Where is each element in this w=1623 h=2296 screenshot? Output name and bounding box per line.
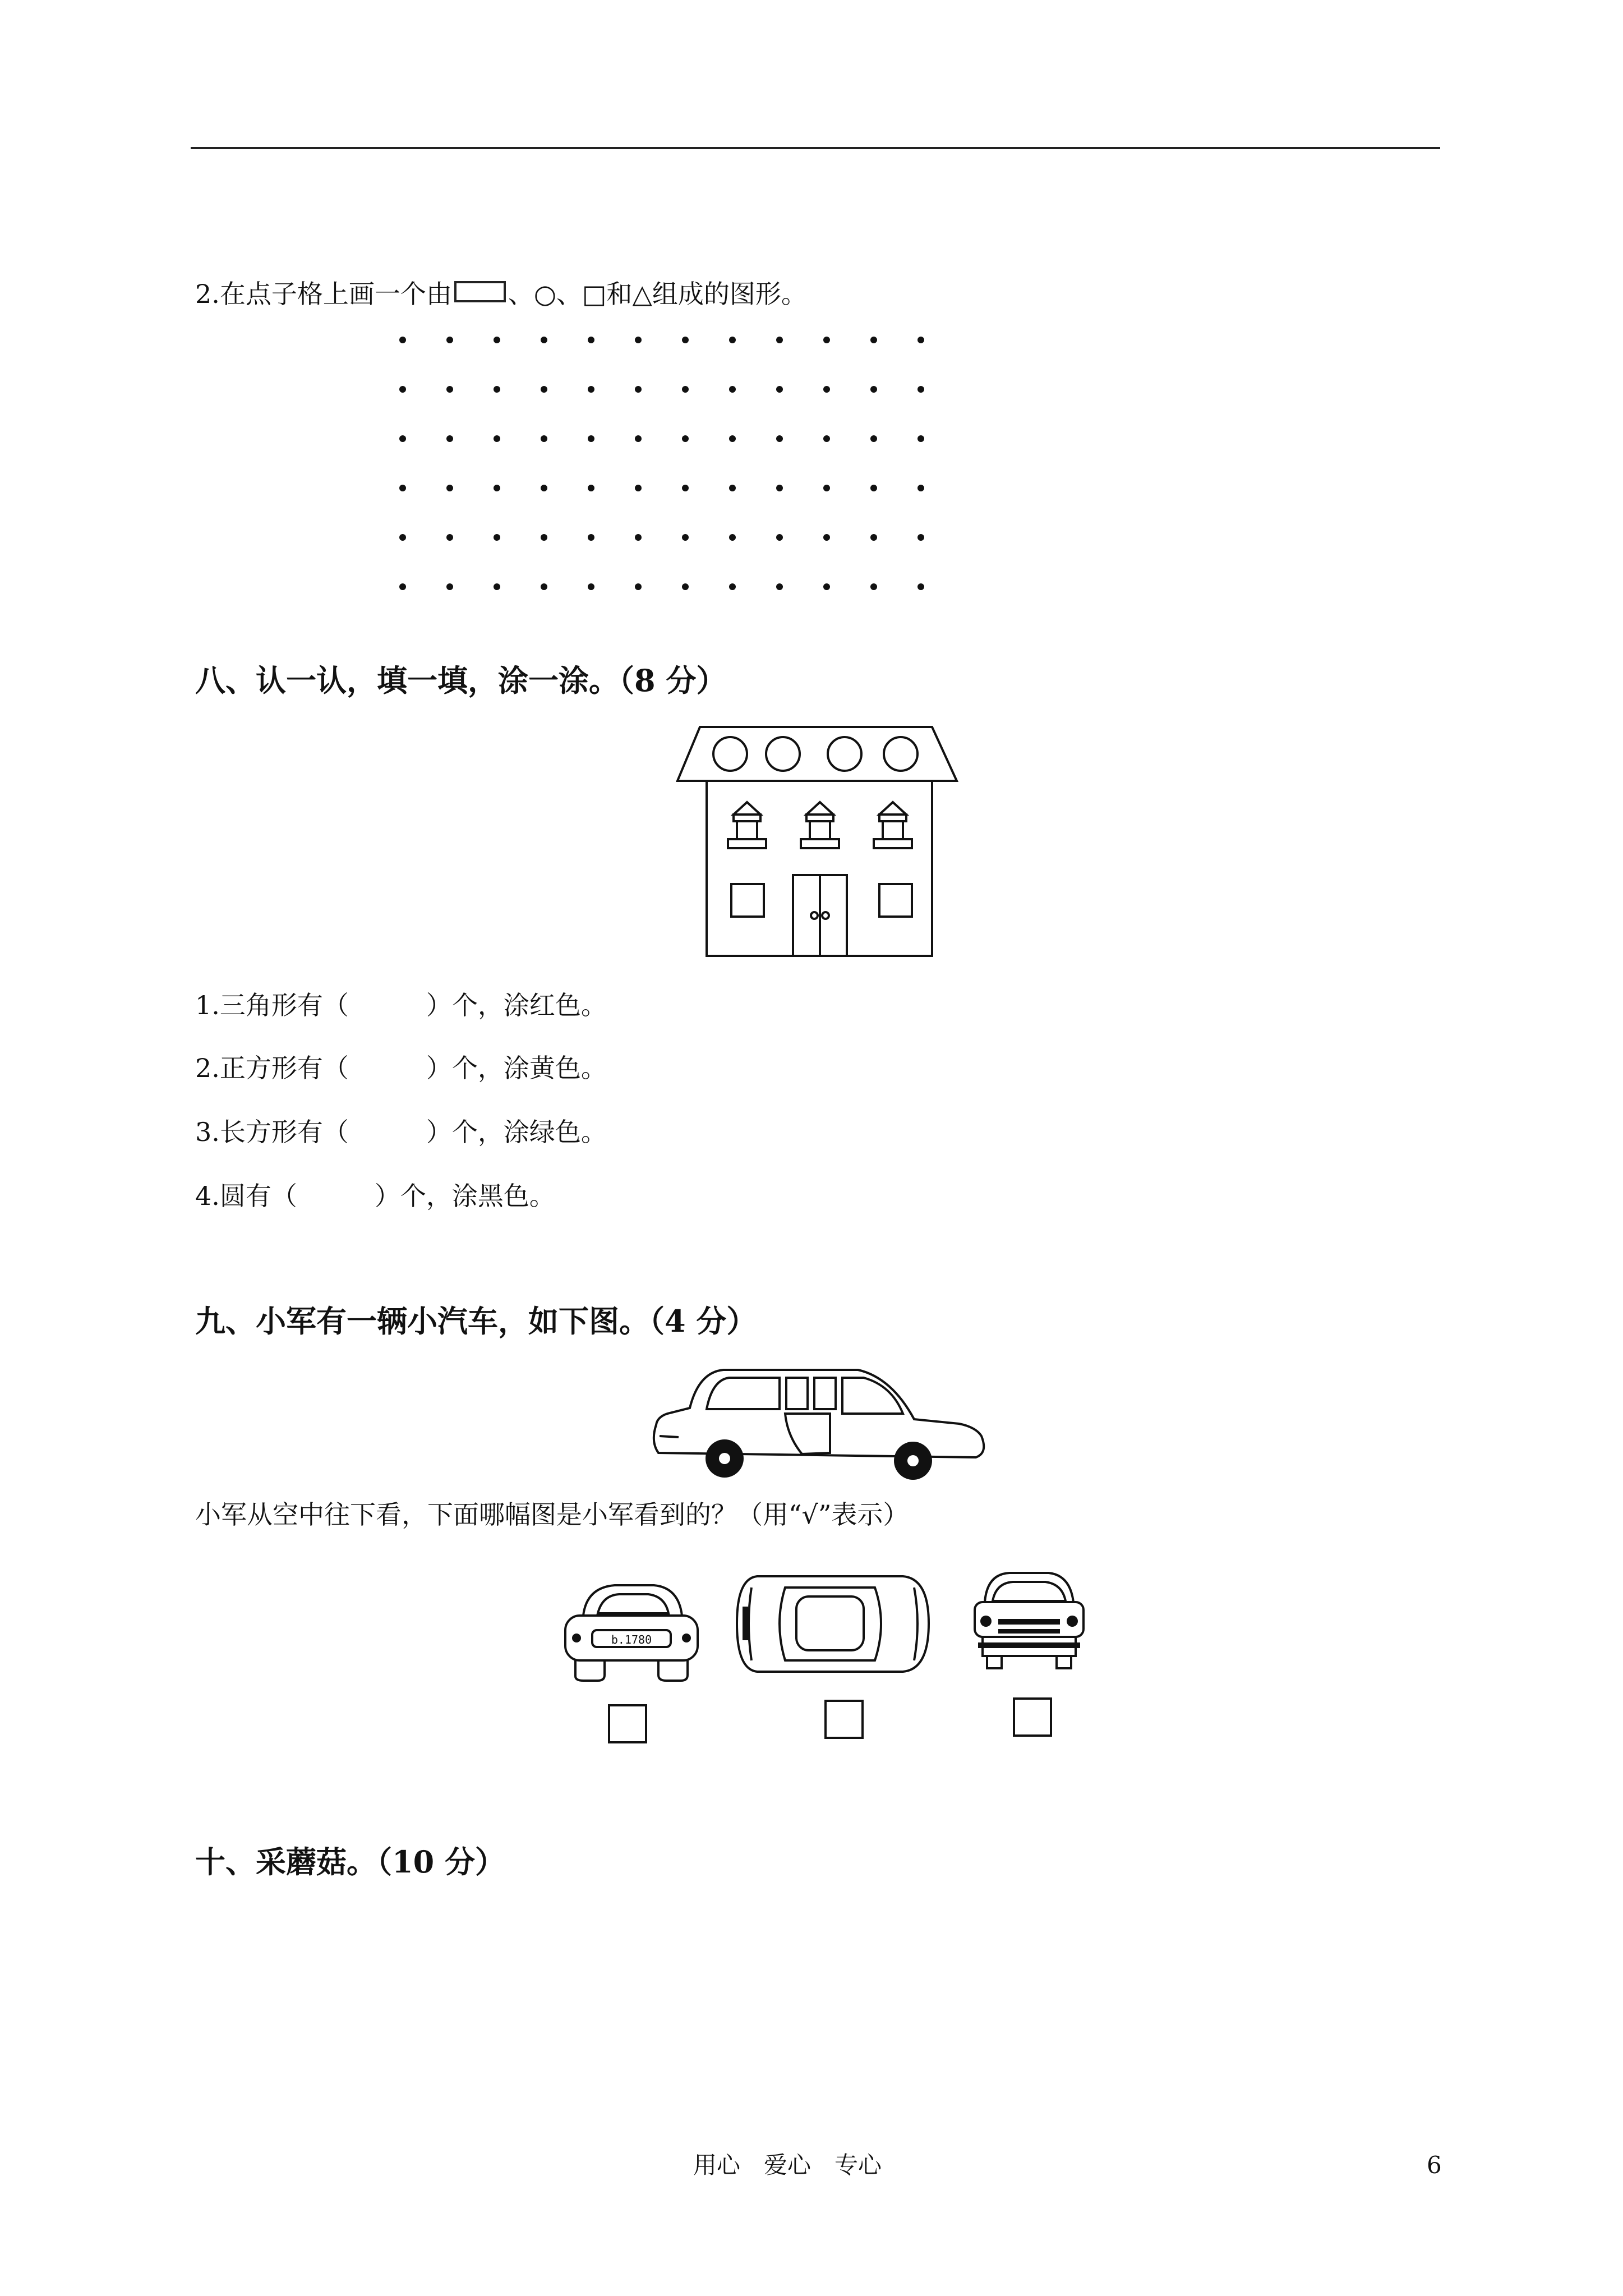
section-10-title: 十、采蘑菇。（10 分） bbox=[195, 1844, 505, 1880]
car-side-view bbox=[645, 1358, 993, 1492]
lower-window-left bbox=[731, 884, 764, 917]
grid-dot[interactable] bbox=[870, 435, 877, 442]
grid-dot[interactable] bbox=[870, 337, 877, 343]
grid-dot[interactable] bbox=[494, 386, 500, 393]
page-number: 6 bbox=[1427, 2151, 1442, 2179]
house-roof bbox=[677, 727, 957, 781]
grid-dot[interactable] bbox=[729, 337, 736, 343]
car-rear-view-option bbox=[559, 1576, 704, 1683]
grid-dot[interactable] bbox=[494, 583, 500, 590]
grid-dot[interactable] bbox=[541, 386, 547, 393]
grid-dot[interactable] bbox=[446, 337, 453, 343]
grid-dot[interactable] bbox=[917, 435, 924, 442]
car-top-view-option bbox=[735, 1571, 931, 1677]
grid-dot[interactable] bbox=[541, 583, 547, 590]
grid-dot[interactable] bbox=[541, 337, 547, 343]
grid-dot[interactable] bbox=[588, 337, 594, 343]
grid-dot[interactable] bbox=[588, 435, 594, 442]
grid-dot[interactable] bbox=[635, 583, 642, 590]
q7-2-text-after: 、○、□和△组成的图形。 bbox=[508, 279, 807, 309]
grid-dot[interactable] bbox=[399, 534, 406, 541]
answer-box-rear-view[interactable] bbox=[608, 1704, 647, 1743]
footer-motto: 用心 爱心 专心 bbox=[693, 2151, 882, 2179]
grid-dot[interactable] bbox=[729, 435, 736, 442]
grid-dot[interactable] bbox=[823, 386, 830, 393]
grid-dot[interactable] bbox=[870, 485, 877, 491]
grid-dot[interactable] bbox=[823, 485, 830, 491]
grid-dot[interactable] bbox=[494, 337, 500, 343]
grid-dot[interactable] bbox=[635, 485, 642, 491]
grid-dot[interactable] bbox=[870, 534, 877, 541]
q8-item-4: 4.圆有（ ）个，涂黑色。 bbox=[195, 1181, 555, 1211]
upper-window-1 bbox=[728, 802, 766, 848]
grid-dot[interactable] bbox=[729, 583, 736, 590]
grid-dot[interactable] bbox=[823, 534, 830, 541]
grid-dot[interactable] bbox=[776, 386, 783, 393]
roof-circle-1 bbox=[713, 737, 747, 771]
grid-dot[interactable] bbox=[588, 386, 594, 393]
answer-box-front-view[interactable] bbox=[1013, 1697, 1052, 1737]
grid-dot[interactable] bbox=[729, 485, 736, 491]
section-9-title: 九、小军有一辆小汽车，如下图。（4 分） bbox=[195, 1303, 757, 1339]
grid-dot[interactable] bbox=[446, 583, 453, 590]
car-front-view-option bbox=[970, 1568, 1088, 1675]
grid-dot[interactable] bbox=[494, 435, 500, 442]
grid-dot[interactable] bbox=[541, 534, 547, 541]
grid-dot[interactable] bbox=[776, 337, 783, 343]
q8-item-1: 1.三角形有（ ）个，涂红色。 bbox=[195, 990, 607, 1020]
grid-dot[interactable] bbox=[823, 435, 830, 442]
grid-dot[interactable] bbox=[494, 534, 500, 541]
grid-dot[interactable] bbox=[776, 583, 783, 590]
grid-dot[interactable] bbox=[635, 435, 642, 442]
grid-dot[interactable] bbox=[682, 534, 689, 541]
grid-dot[interactable] bbox=[682, 583, 689, 590]
grid-dot[interactable] bbox=[446, 435, 453, 442]
grid-dot[interactable] bbox=[823, 337, 830, 343]
grid-dot[interactable] bbox=[446, 386, 453, 393]
grid-dot[interactable] bbox=[682, 485, 689, 491]
grid-dot[interactable] bbox=[776, 485, 783, 491]
q8-item-3: 3.长方形有（ ）个，涂绿色。 bbox=[195, 1117, 607, 1147]
grid-dot[interactable] bbox=[917, 337, 924, 343]
grid-dot[interactable] bbox=[541, 435, 547, 442]
grid-dot[interactable] bbox=[399, 583, 406, 590]
grid-dot[interactable] bbox=[635, 386, 642, 393]
roof-circle-2 bbox=[766, 737, 800, 771]
grid-dot[interactable] bbox=[446, 485, 453, 491]
grid-dot[interactable] bbox=[446, 534, 453, 541]
roof-circle-3 bbox=[828, 737, 861, 771]
grid-dot[interactable] bbox=[823, 583, 830, 590]
grid-dot[interactable] bbox=[776, 435, 783, 442]
lower-window-right bbox=[879, 884, 912, 917]
grid-dot[interactable] bbox=[399, 337, 406, 343]
grid-dot[interactable] bbox=[588, 485, 594, 491]
grid-dot[interactable] bbox=[399, 435, 406, 442]
roof-circle-4 bbox=[884, 737, 917, 771]
grid-dot[interactable] bbox=[588, 534, 594, 541]
license-plate: b.1780 bbox=[611, 1633, 652, 1646]
grid-dot[interactable] bbox=[635, 534, 642, 541]
q8-item-2: 2.正方形有（ ）个，涂黄色。 bbox=[195, 1053, 607, 1083]
house-figure bbox=[673, 724, 965, 959]
grid-dot[interactable] bbox=[917, 534, 924, 541]
grid-dot[interactable] bbox=[399, 386, 406, 393]
grid-dot[interactable] bbox=[917, 386, 924, 393]
answer-box-top-view[interactable] bbox=[824, 1700, 864, 1739]
grid-dot[interactable] bbox=[682, 386, 689, 393]
grid-dot[interactable] bbox=[917, 485, 924, 491]
grid-dot[interactable] bbox=[917, 583, 924, 590]
grid-dot[interactable] bbox=[541, 485, 547, 491]
grid-dot[interactable] bbox=[729, 386, 736, 393]
grid-dot[interactable] bbox=[776, 534, 783, 541]
grid-dot[interactable] bbox=[399, 485, 406, 491]
q9-question: 小军从空中往下看，下面哪幅图是小军看到的？（用“√”表示） bbox=[195, 1499, 909, 1530]
grid-dot[interactable] bbox=[870, 583, 877, 590]
grid-dot[interactable] bbox=[682, 435, 689, 442]
upper-window-3 bbox=[874, 802, 912, 848]
grid-dot[interactable] bbox=[494, 485, 500, 491]
upper-window-2 bbox=[801, 802, 839, 848]
grid-dot[interactable] bbox=[635, 337, 642, 343]
grid-dot[interactable] bbox=[588, 583, 594, 590]
grid-dot[interactable] bbox=[682, 337, 689, 343]
grid-dot[interactable] bbox=[729, 534, 736, 541]
section-8-title: 八、认一认，填一填，涂一涂。（8 分） bbox=[195, 662, 727, 698]
q7-2-text-before: 2.在点子格上画一个由 bbox=[195, 279, 452, 309]
grid-dot[interactable] bbox=[870, 386, 877, 393]
